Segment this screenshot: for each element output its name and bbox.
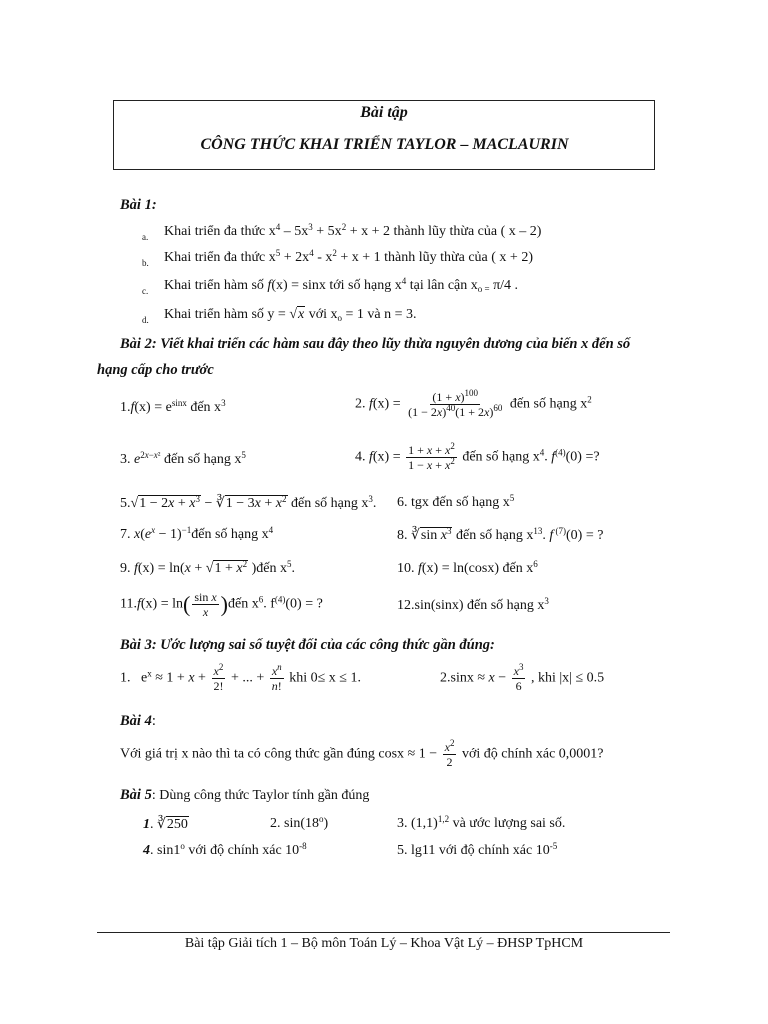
bai5-item-1: 1. ∛250: [143, 817, 188, 832]
bai2-item-12: 12.sin(sinx) đến số hạng $x^3$: [397, 596, 549, 613]
bai1-c-text: Khai triển hàm số f(x) = sinx tới số hạng $x^4$ tại lân cận $x_{o =}$ π/4 .: [164, 276, 519, 294]
bai4-text: Với giá trị x nào thì ta có công thức gần đúng cosx ≈ 1 − $\frac{x^2}{2}$ với độ chính xác 0,0001?: [120, 738, 604, 769]
bai5-item-5: 5. lg11 với độ chính xác $10^{-5}$: [397, 841, 558, 858]
bai3-item-2: 2.sinx ≈ x − $\frac{x^3}{6}$ , khi |x| ≤ 0.5: [440, 662, 605, 693]
bai1-c-label: c.: [142, 286, 149, 296]
bai2-item-11: 11.f(x) = ln( $\frac{\text{sin x}}{x}$ )đến $x^6$. $f^{(4)}(0)$ = ?: [120, 590, 323, 619]
bai2-item-5: $5.√1 - 2x + x^3$ − ∛1 − $3x + x^2$ đến số hạng $x^3$.: [120, 494, 377, 511]
bai1-a-label: a.: [142, 232, 149, 242]
page-title: Bài tập: [360, 104, 408, 121]
bai2-item-10: 10. f(x) = ln(cosx) đến $x^6$: [397, 559, 538, 576]
bai2-item-1: $1.f(x) = e^{sinx}$ đến $x^3$: [120, 398, 226, 415]
bai2-item-6: 6. tgx đến số hạng $x^5$: [397, 493, 515, 510]
bai1-d-text: Khai triển hàm số y = √x với $x_o = 1$ và n = 3.: [164, 307, 417, 323]
bai2-item-8: 8. ∛sin $x^3$ đến số hạng $x^{13}$. f $^{(7)}$(0) = ?: [397, 526, 604, 543]
bai2-heading-line2: hạng cấp cho trước: [97, 362, 214, 378]
bai5-heading: Bài 5: Dùng công thức Taylor tính gần đúng: [120, 787, 370, 803]
page-footer: Bài tập Giải tích 1 – Bộ môn Toán Lý – Khoa Vật Lý – ĐHSP TpHCM: [184, 936, 584, 951]
bai3-heading: Bài 3: Ước lượng sai số tuyệt đối của các công thức gần đúng:: [120, 637, 495, 653]
bai2-item-3: 3. $e^{2x-x^2}$ đến số hạng $x^5$: [120, 450, 246, 467]
bai2-item-4: 4. f(x) = $\frac{1 + x + x^2}{1 - x + x^2}$ đến số hạng $x^4$. $f^{(4)}(0)$ =?: [355, 441, 600, 472]
bai1-d-label: d.: [142, 315, 149, 325]
bai2-item-2: 2. f(x) = $\frac{(1 + x)^{100}}{(1 - 2x)^{40}(1 + 2x)^{60}}$ đến số hạng $x^2$: [355, 388, 592, 419]
footer-divider: [97, 932, 670, 933]
bai3-item-1: 1. $e^x \approx 1 + x$ + $\frac{x^2}{2!}$ + ... + $\frac{x^n}{n!}$ khi 0≤ x ≤ 1.: [120, 662, 361, 693]
bai5-item-2: 2. sin(18$^o$): [270, 814, 329, 831]
bai1-a-text: Khai triển đa thức $x^4 - 5x^3 + 5x^2 + x + 2$ thành lũy thừa của ( x – 2): [164, 222, 542, 239]
page-subtitle: CÔNG THỨC KHAI TRIỂN TAYLOR – MACLAURIN: [200, 136, 569, 153]
bai1-b-text: Khai triển đa thức $x^5 + 2x^4 - x^2 + x + 1$ thành lũy thừa của ( x + 2): [164, 248, 533, 265]
bai5-item-3: 3. $(1,1)^{1,2}$ và ước lượng sai số.: [397, 814, 566, 831]
bai4-heading: Bài 4:: [120, 713, 156, 729]
bai5-item-4: 4. sin1$^o$ với độ chính xác $10^{-8}$: [143, 841, 307, 858]
bai2-item-9: 9. $f(x) = \ln(x + √1 + x^2$ )đến $x^5$.: [120, 559, 295, 576]
bai2-heading-line1: Bài 2: Viết khai triển các hàm sau đây theo lũy thừa nguyên dương của biến x đến số: [120, 336, 631, 352]
bai1-heading: Bài 1:: [120, 197, 157, 213]
bai1-b-label: b.: [142, 258, 149, 268]
bai2-item-7: 7. $x(e^x$ − $1)^{-1}đến$ số hạng $x^4$: [120, 525, 274, 542]
